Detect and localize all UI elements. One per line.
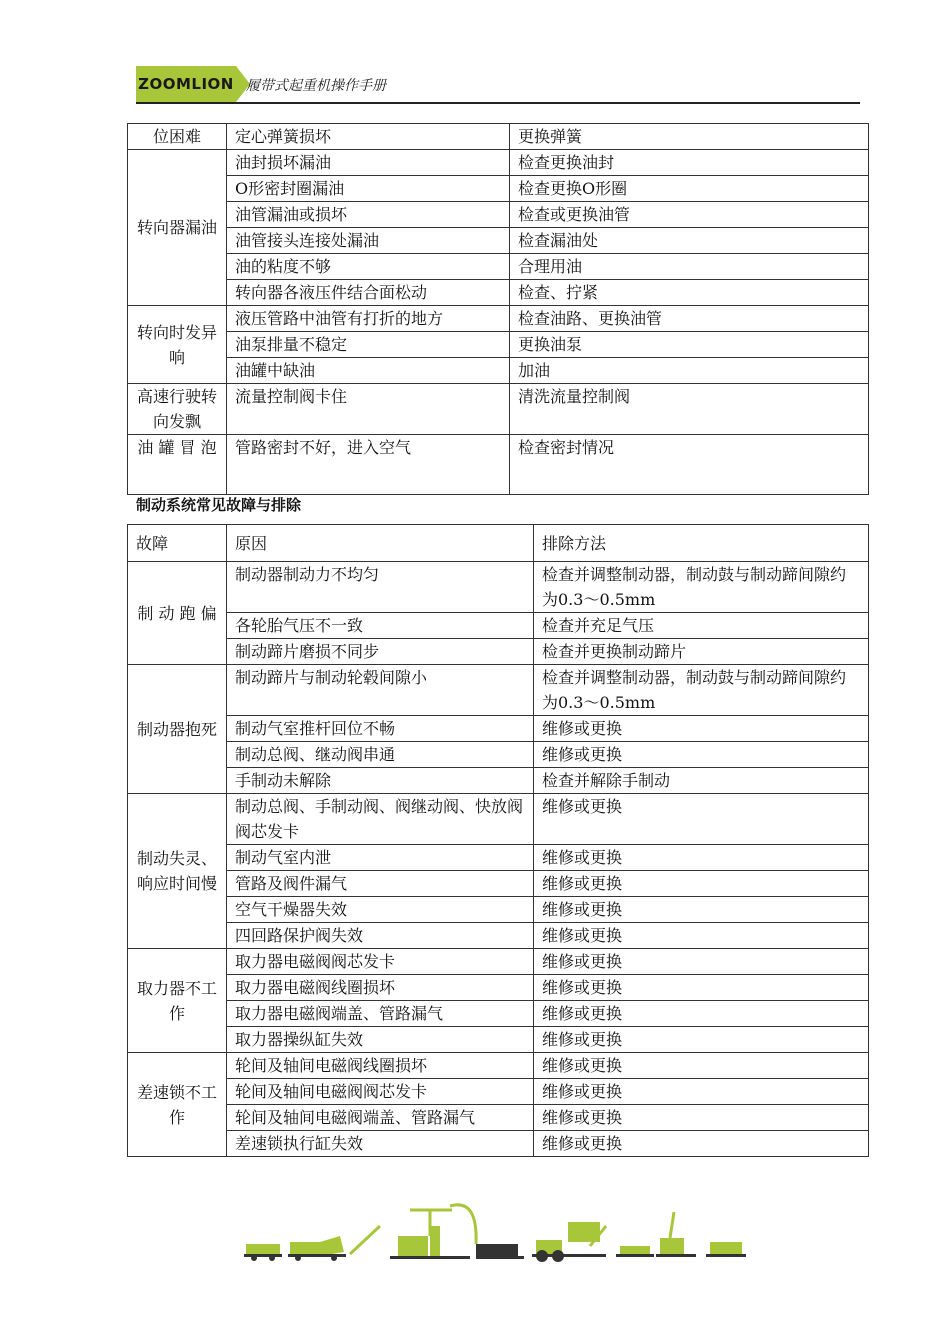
remedy-cell: 检查、拧紧 <box>510 280 869 306</box>
cause-cell: 制动蹄片磨损不同步 <box>227 639 534 665</box>
cause-cell: 流量控制阀卡住 <box>227 384 510 435</box>
symptom-cell: 高速行驶转向发飘 <box>128 384 227 435</box>
table-row <box>128 923 869 949</box>
header-cause: 原因 <box>227 525 534 562</box>
cause-cell: 四回路保护阀失效 <box>227 923 534 949</box>
cause-cell: 液压管路中油管有打折的地方 <box>227 306 510 332</box>
remedy-cell: 检查油路、更换油管 <box>510 306 869 332</box>
table-row <box>128 1105 869 1131</box>
cause-cell: 各轮胎气压不一致 <box>227 613 534 639</box>
table-row <box>128 949 869 975</box>
remedy-cell: 维修或更换 <box>534 742 869 768</box>
cause-cell: 转向器各液压件结合面松动 <box>227 280 510 306</box>
cause-cell: 空气干燥器失效 <box>227 897 534 923</box>
cause-cell: 油罐中缺油 <box>227 358 510 384</box>
table-row <box>128 897 869 923</box>
steering-fault-table <box>127 123 869 495</box>
remedy-cell: 加油 <box>510 358 869 384</box>
cause-cell: 差速锁执行缸失效 <box>227 1131 534 1157</box>
fault-cell: 制动失灵、响应时间慢 <box>128 794 227 949</box>
table-row <box>128 871 869 897</box>
table-row <box>128 254 869 280</box>
cause-cell: 手制动未解除 <box>227 768 534 794</box>
remedy-cell: 检查更换O形圈 <box>510 176 869 202</box>
fault-cell: 取力器不工作 <box>128 949 227 1053</box>
cause-cell: 取力器电磁阀端盖、管路漏气 <box>227 1001 534 1027</box>
cause-cell: 油管漏油或损坏 <box>227 202 510 228</box>
remedy-cell: 维修或更换 <box>534 794 869 845</box>
brand-logo: ZOOMLION <box>136 66 236 102</box>
remedy-cell: 维修或更换 <box>534 975 869 1001</box>
page-header <box>136 66 860 106</box>
remedy-cell: 维修或更换 <box>534 845 869 871</box>
remedy-cell: 检查并更换制动蹄片 <box>534 639 869 665</box>
cause-cell: 取力器电磁阀阀芯发卡 <box>227 949 534 975</box>
table-row <box>128 228 869 254</box>
cause-cell: 油的粘度不够 <box>227 254 510 280</box>
remedy-cell: 检查更换油封 <box>510 150 869 176</box>
remedy-cell: 检查密封情况 <box>510 435 869 495</box>
symptom-cell: 转向器漏油 <box>128 150 227 306</box>
remedy-cell: 维修或更换 <box>534 923 869 949</box>
cause-cell: 轮间及轴间电磁阀阀芯发卡 <box>227 1079 534 1105</box>
table-row <box>128 332 869 358</box>
remedy-cell: 检查或更换油管 <box>510 202 869 228</box>
cause-cell: O形密封圈漏油 <box>227 176 510 202</box>
section-title: 制动系统常见故障与排除 <box>136 496 302 514</box>
table-row <box>128 742 869 768</box>
fault-cell: 差速锁不工作 <box>128 1053 227 1157</box>
table-row <box>128 384 869 435</box>
cause-cell: 制动蹄片与制动轮毂间隙小 <box>227 665 534 716</box>
brake-fault-table <box>127 524 869 1157</box>
remedy-cell: 更换油泵 <box>510 332 869 358</box>
table-row <box>128 306 869 332</box>
table-row <box>128 1053 869 1079</box>
remedy-cell: 合理用油 <box>510 254 869 280</box>
cause-cell: 制动气室内泄 <box>227 845 534 871</box>
cause-cell: 定心弹簧损坏 <box>227 124 510 150</box>
manual-title: 履带式起重机操作手册 <box>246 78 386 94</box>
table-row <box>128 562 869 613</box>
table-row <box>128 150 869 176</box>
remedy-cell: 清洗流量控制阀 <box>510 384 869 435</box>
remedy-cell: 检查并解除手制动 <box>534 768 869 794</box>
fault-cell: 制动器抱死 <box>128 665 227 794</box>
table-row <box>128 975 869 1001</box>
machinery-footer-graphic <box>240 1196 760 1266</box>
table-row <box>128 845 869 871</box>
remedy-cell: 检查并调整制动器，制动鼓与制动蹄间隙约为0.3～0.5mm <box>534 562 869 613</box>
cause-cell: 油管接头连接处漏油 <box>227 228 510 254</box>
table-row <box>128 176 869 202</box>
symptom-cell: 转向时发异响 <box>128 306 227 384</box>
table-row <box>128 716 869 742</box>
table-row <box>128 1027 869 1053</box>
remedy-cell: 维修或更换 <box>534 871 869 897</box>
fault-cell: 制 动 跑 偏 <box>128 562 227 665</box>
symptom-cell: 油 罐 冒 泡 <box>128 435 227 495</box>
cause-cell: 制动气室推杆回位不畅 <box>227 716 534 742</box>
table-row <box>128 768 869 794</box>
header-fault: 故障 <box>128 525 227 562</box>
table-row <box>128 124 869 150</box>
remedy-cell: 维修或更换 <box>534 716 869 742</box>
cause-cell: 制动总阀、继动阀串通 <box>227 742 534 768</box>
remedy-cell: 更换弹簧 <box>510 124 869 150</box>
table-row <box>128 613 869 639</box>
table-row <box>128 358 869 384</box>
table-row <box>128 435 869 495</box>
table-row <box>128 1001 869 1027</box>
table-row <box>128 202 869 228</box>
table-row <box>128 639 869 665</box>
table-row <box>128 1131 869 1157</box>
table-header-row <box>128 525 869 562</box>
table-row <box>128 280 869 306</box>
cause-cell: 制动总阀、手制动阀、阀继动阀、快放阀阀芯发卡 <box>227 794 534 845</box>
header-remedy: 排除方法 <box>534 525 869 562</box>
symptom-cell: 位困难 <box>128 124 227 150</box>
cause-cell: 轮间及轴间电磁阀线圈损坏 <box>227 1053 534 1079</box>
table-row <box>128 665 869 716</box>
cause-cell: 制动器制动力不均匀 <box>227 562 534 613</box>
remedy-cell: 维修或更换 <box>534 1131 869 1157</box>
cause-cell: 管路密封不好，进入空气 <box>227 435 510 495</box>
remedy-cell: 检查并调整制动器，制动鼓与制动蹄间隙约为0.3～0.5mm <box>534 665 869 716</box>
table-row <box>128 1079 869 1105</box>
cause-cell: 取力器电磁阀线圈损坏 <box>227 975 534 1001</box>
cause-cell: 油泵排量不稳定 <box>227 332 510 358</box>
remedy-cell: 维修或更换 <box>534 949 869 975</box>
remedy-cell: 维修或更换 <box>534 1105 869 1131</box>
cause-cell: 轮间及轴间电磁阀端盖、管路漏气 <box>227 1105 534 1131</box>
header-divider <box>136 102 860 104</box>
remedy-cell: 检查并充足气压 <box>534 613 869 639</box>
remedy-cell: 维修或更换 <box>534 1027 869 1053</box>
remedy-cell: 维修或更换 <box>534 1079 869 1105</box>
cause-cell: 取力器操纵缸失效 <box>227 1027 534 1053</box>
table-row <box>128 794 869 845</box>
remedy-cell: 维修或更换 <box>534 897 869 923</box>
cause-cell: 管路及阀件漏气 <box>227 871 534 897</box>
remedy-cell: 检查漏油处 <box>510 228 869 254</box>
remedy-cell: 维修或更换 <box>534 1001 869 1027</box>
remedy-cell: 维修或更换 <box>534 1053 869 1079</box>
cause-cell: 油封损坏漏油 <box>227 150 510 176</box>
